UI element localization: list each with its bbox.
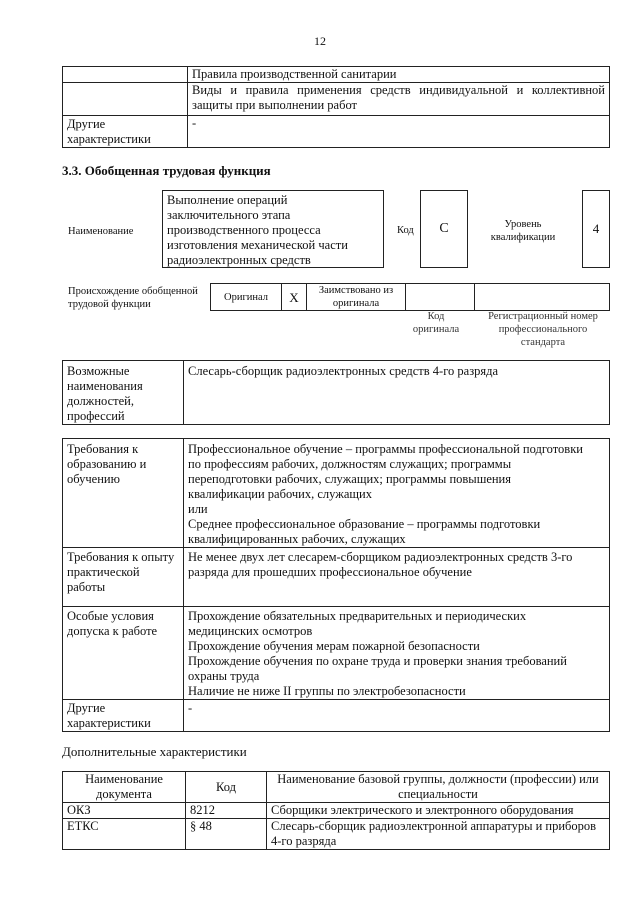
reg-number-label: Регистрационный номер профессионального стандарта (488, 311, 598, 348)
additional-title: Дополнительные характеристики (62, 744, 247, 759)
table-row (63, 548, 610, 607)
table-cell (63, 83, 188, 116)
additional-table (62, 771, 610, 850)
page-number: 12 (314, 34, 326, 48)
code-original-label: Код оригинала (412, 311, 460, 335)
table-row (63, 116, 610, 148)
table-cell: Виды и правила применения средств индивидуальной и коллективной защиты при выполнении работ (188, 83, 610, 116)
name-label: Наименование (68, 226, 134, 237)
table-row-label: Требования к образованию и обучению (63, 439, 184, 548)
original-label: Оригинал (211, 284, 282, 311)
table-row (63, 700, 610, 732)
origin-label: Происхождение обобщенной трудовой функции (68, 286, 198, 310)
table-row (63, 803, 610, 819)
table-cell: Не менее двух лет слесарем-сборщиком радиоэлектронных средств 3-го разряда для прошедших профессиональное обучение (184, 548, 610, 607)
requirements-table (62, 438, 610, 732)
table-cell (475, 284, 610, 311)
code-cell: 8212 (186, 803, 267, 819)
table-row-label: Другие характеристики (63, 700, 184, 732)
column-header: Наименование базовой группы, должности (профессии) или специальности (267, 772, 610, 803)
original-mark: X (282, 284, 307, 311)
level-label: Уровень квалификации (490, 219, 556, 243)
table-cell: Прохождение обязательных предварительных и периодических медицинских осмотров Прохождение обучения мерам пожарной безопасности Прохождение обучения по охране труда и проверки знания требований охраны труда Наличие не ниже II группы по электробезопасности (184, 607, 610, 700)
table-row (63, 439, 610, 548)
name-cell: Сборщики электрического и электронного оборудования (267, 803, 610, 819)
top-table (62, 66, 610, 148)
table-cell (63, 67, 188, 83)
table-cell: Правила производственной санитарии (188, 67, 610, 83)
code-cell: § 48 (186, 819, 267, 850)
code-label: Код (397, 225, 414, 236)
column-header: Наименование документа (63, 772, 186, 803)
table-row (63, 819, 610, 850)
column-header: Код (186, 772, 267, 803)
doc-cell: ОКЗ (63, 803, 186, 819)
table-cell: Слесарь-сборщик радиоэлектронных средств 4-го разряда (184, 361, 610, 425)
table-header-row (63, 772, 610, 803)
table-cell: Профессиональное обучение – программы профессиональной подготовки по профессиям рабочих, должностям служащих; программы переподготовки рабочих, служащих; программы повышения квалификации рабочих, служащих или Среднее профессиональное образование – программы подготовки квалифицированных рабочих, служащих (184, 439, 610, 548)
table-row (63, 607, 610, 700)
function-name-box: Выполнение операций заключительного этапа производственного процесса изготовления механической части радиоэлектронных средств (162, 190, 384, 268)
table-row (63, 67, 610, 83)
table-row-label: Требования к опыту практической работы (63, 548, 184, 607)
origin-table (210, 283, 610, 311)
level-value: 4 (582, 190, 610, 268)
code-value: С (420, 190, 468, 268)
borrowed-label: Заимствовано из оригинала (307, 284, 406, 311)
doc-cell: ЕТКС (63, 819, 186, 850)
table-row (63, 83, 610, 116)
table-cell: - (184, 700, 610, 732)
table-cell (406, 284, 475, 311)
section-title: 3.3. Обобщенная трудовая функция (62, 163, 271, 178)
positions-table (62, 360, 610, 425)
name-cell: Слесарь-сборщик радиоэлектронной аппаратуры и приборов 4-го разряда (267, 819, 610, 850)
table-row-label: Возможные наименования должностей, профессий (63, 361, 184, 425)
table-row-label: Особые условия допуска к работе (63, 607, 184, 700)
table-row (63, 361, 610, 425)
table-row (211, 284, 610, 311)
table-row-label: Другие характеристики (63, 116, 188, 148)
table-cell: - (188, 116, 610, 148)
